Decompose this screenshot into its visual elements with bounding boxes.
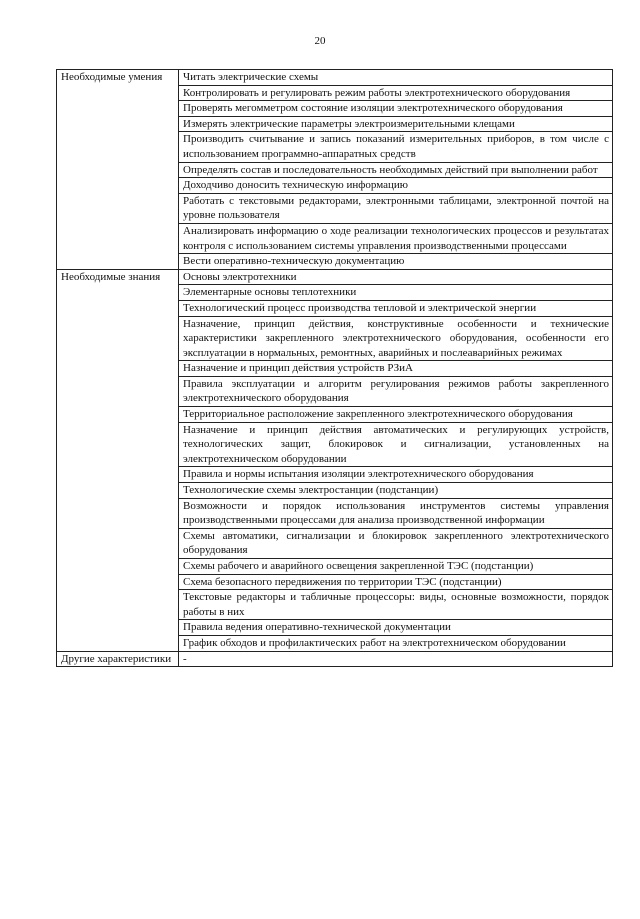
section-item: Назначение и принцип действия автоматических и регулирующих устройств, технологических защит, блокировок и сигнализации, установленных на электротехническом оборудовании xyxy=(179,422,613,467)
section-item: Правила и нормы испытания изоляции электротехнического оборудования xyxy=(179,467,613,483)
section-item: Доходчиво доносить техническую информацию xyxy=(179,178,613,194)
section-title: Необходимые знания xyxy=(57,269,179,651)
table-row xyxy=(57,651,613,667)
table-row xyxy=(57,269,613,285)
section-item: Схемы рабочего и аварийного освещения закрепленной ТЭС (подстанции) xyxy=(179,559,613,575)
section-item: Назначение, принцип действия, конструктивные особенности и технические характеристики закрепленного электротехнического оборудования, особенности его эксплуатации в нормальных, ремонтных, аварийных и послеаварийных режимах xyxy=(179,316,613,361)
section-item: Читать электрические схемы xyxy=(179,70,613,86)
requirements-table-body xyxy=(57,70,613,667)
section-item: Технологический процесс производства тепловой и электрической энергии xyxy=(179,300,613,316)
section-item: Производить считывание и запись показаний измерительных приборов, в том числе с использованием программно-аппаратных средств xyxy=(179,132,613,162)
section-item: График обходов и профилактических работ на электротехническом оборудовании xyxy=(179,635,613,651)
section-title: Другие характеристики xyxy=(57,651,179,667)
section-item: Правила ведения оперативно-технической документации xyxy=(179,620,613,636)
section-item: Измерять электрические параметры электроизмерительными клещами xyxy=(179,116,613,132)
table-row xyxy=(57,70,613,86)
section-item: Анализировать информацию о ходе реализации технологических процессов и результатах контроля с использованием системы управления производственными процессами xyxy=(179,223,613,253)
section-item: Контролировать и регулировать режим работы электротехнического оборудования xyxy=(179,85,613,101)
section-item: Назначение и принцип действия устройств РЗиА xyxy=(179,361,613,377)
section-item: Схема безопасного передвижения по территории ТЭС (подстанции) xyxy=(179,574,613,590)
section-item: Основы электротехники xyxy=(179,269,613,285)
section-item: Определять состав и последовательность необходимых действий при выполнении работ xyxy=(179,162,613,178)
section-item: Правила эксплуатации и алгоритм регулирования режимов работы закрепленного электротехнического оборудования xyxy=(179,376,613,406)
section-item: Возможности и порядок использования инструментов системы управления производственными процессами для анализа производственной информации xyxy=(179,498,613,528)
section-item: Проверять мегомметром состояние изоляции электротехнического оборудования xyxy=(179,101,613,117)
requirements-table xyxy=(56,69,613,667)
section-item: Схемы автоматики, сигнализации и блокировок закрепленного электротехнического оборудования xyxy=(179,528,613,558)
page-number: 20 xyxy=(314,35,326,47)
section-item: Вести оперативно-техническую документацию xyxy=(179,254,613,270)
section-title: Необходимые умения xyxy=(57,70,179,270)
section-item: Текстовые редакторы и табличные процессоры: виды, основные возможности, порядок работы в них xyxy=(179,590,613,620)
section-item: Технологические схемы электростанции (подстанции) xyxy=(179,483,613,499)
section-item: Элементарные основы теплотехники xyxy=(179,285,613,301)
section-item: Территориальное расположение закрепленного электротехнического оборудования xyxy=(179,407,613,423)
section-item: Работать с текстовыми редакторами, электронными таблицами, электронной почтой на уровне пользователя xyxy=(179,193,613,223)
section-item: - xyxy=(179,651,613,667)
